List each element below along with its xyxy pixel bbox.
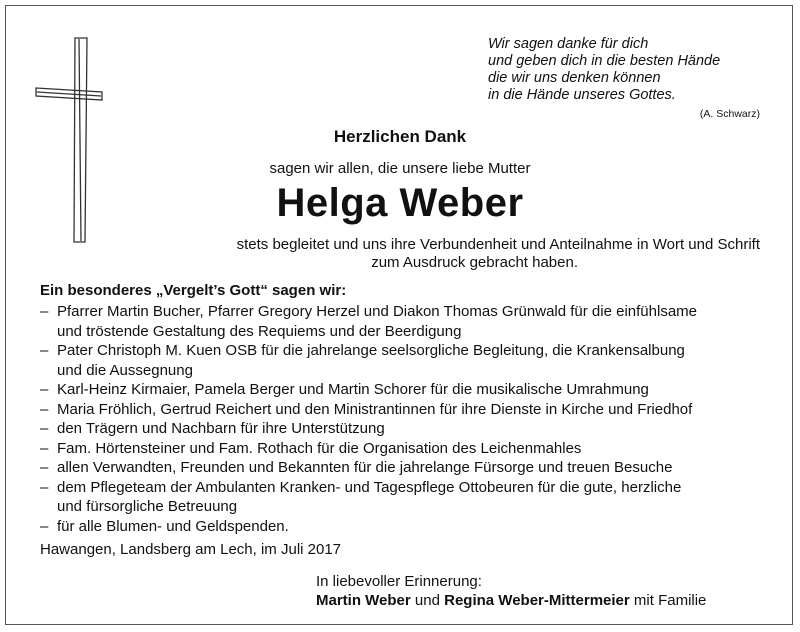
- list-dash: –: [40, 420, 49, 437]
- poem-author: (A. Schwarz): [699, 108, 760, 120]
- list-item: – allen Verwandten, Freunden und Bekannten für die jahrelange Fürsorge und treuen Besuche: [40, 459, 673, 476]
- list-dash: –: [40, 400, 49, 418]
- place-date: Hawangen, Landsberg am Lech, im Juli 2017: [40, 541, 342, 558]
- memory-intro: In liebevoller Erinnerung:: [316, 573, 482, 590]
- list-item: – den Trägern und Nachbarn für ihre Unterstützung: [40, 420, 385, 437]
- list-dash: –: [40, 478, 49, 496]
- list-item: – Pfarrer Martin Bucher, Pfarrer Gregory Herzel und Diakon Thomas Grünwald für die einfühlsame und tröstende Gestaltung des Requiems und der Beerdigung: [40, 303, 697, 340]
- poem-line: Wir sagen danke für dich: [488, 36, 649, 52]
- special-thanks-heading: Ein besonderes „Vergelt’s Gott“ sagen wir:: [40, 282, 347, 299]
- signer-name: Regina Weber-Mittermeier: [444, 592, 630, 609]
- list-item: – Karl-Heinz Kirmaier, Pamela Berger und Martin Schorer für die musikalische Umrahmung: [40, 381, 649, 398]
- list-item: – Fam. Hörtensteiner und Fam. Rothach für die Organisation des Leichenmahles: [40, 439, 582, 457]
- heading: Herzlichen Dank: [333, 127, 467, 146]
- signers: [316, 592, 706, 609]
- list-item: – dem Pflegeteam der Ambulanten Kranken- und Tagespflege Ottobeuren für die gute, herzliche und fürsorgliche Betreuung: [40, 478, 682, 515]
- poem-line: die wir uns denken können: [488, 70, 661, 86]
- list-dash: –: [40, 517, 49, 535]
- signer-connector: und: [410, 592, 445, 609]
- intro-text: sagen wir allen, die unsere liebe Mutter: [269, 160, 531, 177]
- signer-name: Martin Weber: [316, 592, 411, 609]
- list-item: – Maria Fröhlich, Gertrud Reichert und den Ministrantinnen für ihre Dienste in Kirche und Friedhof: [40, 400, 693, 418]
- support-line: zum Ausdruck gebracht haben.: [371, 254, 578, 271]
- list-dash: –: [40, 381, 49, 398]
- poem: [488, 36, 778, 104]
- poem-line: in die Hände unseres Gottes.: [488, 87, 676, 103]
- list-item: – für alle Blumen- und Geldspenden.: [40, 517, 289, 535]
- list-dash: –: [40, 459, 49, 476]
- signer-suffix: mit Familie: [629, 592, 707, 609]
- list-dash: –: [40, 439, 49, 457]
- list-dash: –: [40, 342, 49, 359]
- thanks-list: [40, 302, 770, 536]
- support-text: [160, 236, 760, 272]
- list-dash: –: [40, 303, 49, 320]
- list-item: – Pater Christoph M. Kuen OSB für die jahrelange seelsorgliche Begleitung, die Krankensalbung und die Aussegnung: [40, 342, 685, 379]
- support-line: stets begleitet und uns ihre Verbundenheit und Anteilnahme in Wort und Schrift: [236, 236, 760, 253]
- poem-line: und geben dich in die besten Hände: [488, 53, 721, 69]
- deceased-name: Helga Weber: [276, 181, 524, 225]
